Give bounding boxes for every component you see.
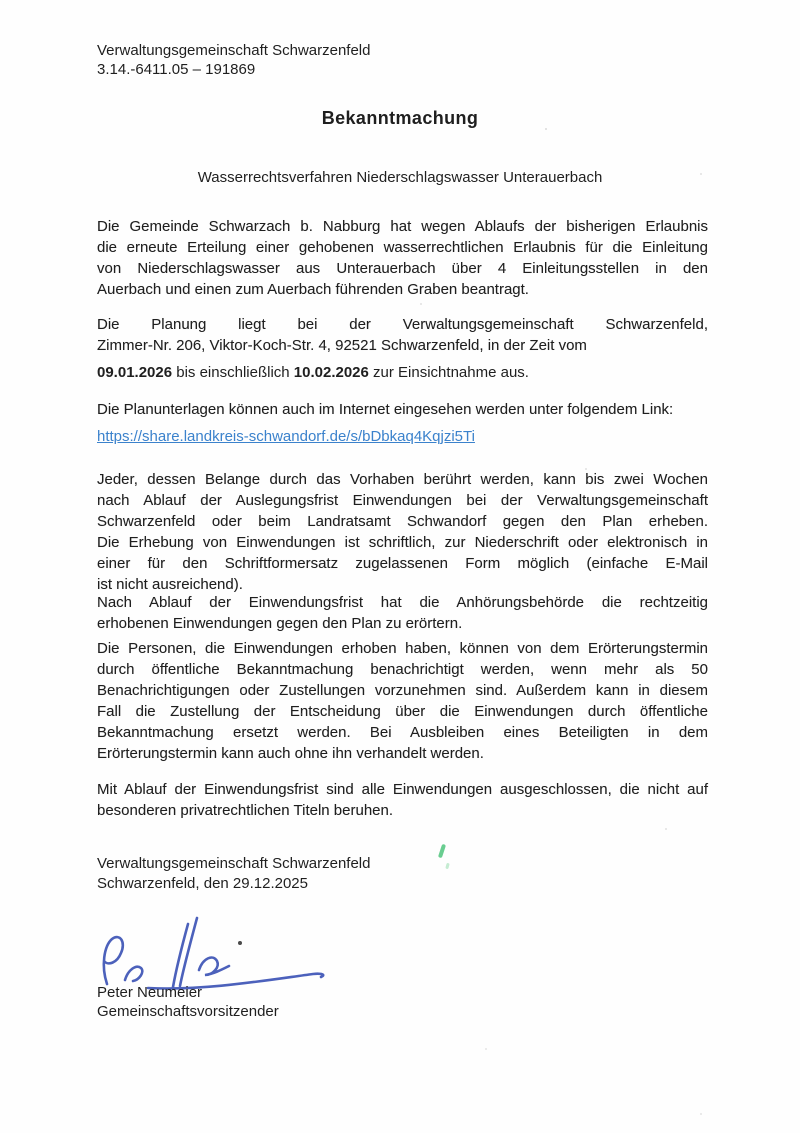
dates-tail-text: zur Einsichtnahme aus. bbox=[368, 364, 529, 381]
closing-org: Verwaltungsgemeinschaft Schwarzenfeld bbox=[97, 855, 371, 872]
date-to: 10.02.2026 bbox=[293, 364, 369, 381]
letterhead bbox=[97, 41, 371, 79]
text-line: Die Erhebung von Einwendungen ist schriftlich, zur Niederschrift oder elektronisch in bbox=[97, 534, 708, 551]
ink-dot bbox=[238, 941, 242, 945]
text-line: durch öffentliche Bekanntmachung benachrichtigt werden, wenn mehr als 50 bbox=[97, 661, 708, 678]
text-line: Die Personen, die Einwendungen erhoben haben, können von dem Erörterungstermin bbox=[97, 640, 708, 657]
date-from: 09.01.2026 bbox=[97, 364, 173, 381]
text-line: einer für den Schriftformersatz zugelassenen Form möglich (einfache E-Mail bbox=[97, 555, 708, 572]
paragraph-internet-notice bbox=[97, 399, 708, 420]
plan-documents-link[interactable]: https://share.landkreis-schwandorf.de/s/bDbkaq4Kqjzi5Ti bbox=[97, 428, 475, 445]
text-line: nach Ablauf der Auslegungsfrist Einwendungen bei der Verwaltungsgemeinschaft bbox=[97, 492, 708, 509]
text-line: Die Gemeinde Schwarzach b. Nabburg hat wegen Ablaufs der bisherigen Erlaubnis bbox=[97, 218, 708, 235]
paragraph-application bbox=[97, 216, 708, 300]
text-line: Erörterungstermin kann auch ohne ihn verhandelt werden. bbox=[97, 745, 484, 762]
scan-noise-specks bbox=[545, 128, 547, 130]
text-line: Schwarzenfeld oder beim Landratsamt Schwandorf gegen den Plan erheben. bbox=[97, 513, 708, 530]
paragraph-exclusion bbox=[97, 779, 708, 821]
letterhead-reference-number: 3.14.-6411.05 – 191869 bbox=[97, 61, 256, 78]
signatory-role: Gemeinschaftsvorsitzender bbox=[97, 1003, 279, 1020]
paragraph-objections bbox=[97, 469, 708, 595]
link-line bbox=[97, 426, 708, 447]
paragraph-hearing-authority bbox=[97, 592, 708, 634]
text-line: ist nicht ausreichend). bbox=[97, 576, 243, 593]
text-line: besonderen privatrechtlichen Titeln beruhen. bbox=[97, 802, 394, 819]
dates-middle-text: bis einschließlich bbox=[172, 364, 294, 381]
closing-place-date: Schwarzenfeld, den 29.12.2025 bbox=[97, 875, 308, 892]
text-line: von Niederschlagswasser aus Unterauerbach über 4 Einleitungsstellen in den bbox=[97, 260, 708, 277]
document-subtitle: Wasserrechtsverfahren Niederschlagswasser Unterauerbach bbox=[197, 169, 603, 186]
signatory-name: Peter Neumeier bbox=[97, 984, 203, 1001]
text-line: Die Planunterlagen können auch im Internet eingesehen werden unter folgendem Link: bbox=[97, 401, 674, 418]
text-line: Mit Ablauf der Einwendungsfrist sind alle Einwendungen ausgeschlossen, die nicht auf bbox=[97, 781, 708, 798]
document-title: Bekanntmachung bbox=[321, 108, 479, 128]
text-line: Benachrichtigungen oder Zustellungen vorzunehmen sind. Außerdem kann in diesem bbox=[97, 682, 708, 699]
paragraph-plan-location bbox=[97, 314, 708, 356]
text-line: Zimmer-Nr. 206, Viktor-Koch-Str. 4, 92521 Schwarzenfeld, in der Zeit vom bbox=[97, 337, 587, 354]
text-line: die erneute Erteilung einer gehobenen wasserrechtlichen Erlaubnis für die Einleitung bbox=[97, 239, 708, 256]
text-line: Fall die Zustellung der Entscheidung über die Einwendungen durch öffentliche bbox=[97, 703, 708, 720]
paragraph-hearing-appointment bbox=[97, 638, 708, 764]
green-pen-mark bbox=[438, 844, 446, 859]
closing-block bbox=[97, 854, 371, 894]
signatory-block bbox=[97, 983, 279, 1021]
text-line: Bekanntmachung ersetzt werden. Bei Ausbleiben eines Beteiligten in dem bbox=[97, 724, 708, 741]
paragraph-inspection-dates bbox=[97, 362, 708, 383]
text-line: Auerbach und einen zum Auerbach führenden Graben beantragt. bbox=[97, 281, 529, 298]
text-line: Jeder, dessen Belange durch das Vorhaben berührt werden, kann bis zwei Wochen bbox=[97, 471, 708, 488]
text-line: Die Planung liegt bei der Verwaltungsgemeinschaft Schwarzenfeld, bbox=[97, 316, 708, 333]
letterhead-org: Verwaltungsgemeinschaft Schwarzenfeld bbox=[97, 42, 371, 59]
text-line: Nach Ablauf der Einwendungsfrist hat die Anhörungsbehörde die rechtzeitig bbox=[97, 594, 708, 611]
text-line: erhobenen Einwendungen gegen den Plan zu erörtern. bbox=[97, 615, 463, 632]
green-pen-speck bbox=[445, 863, 449, 870]
